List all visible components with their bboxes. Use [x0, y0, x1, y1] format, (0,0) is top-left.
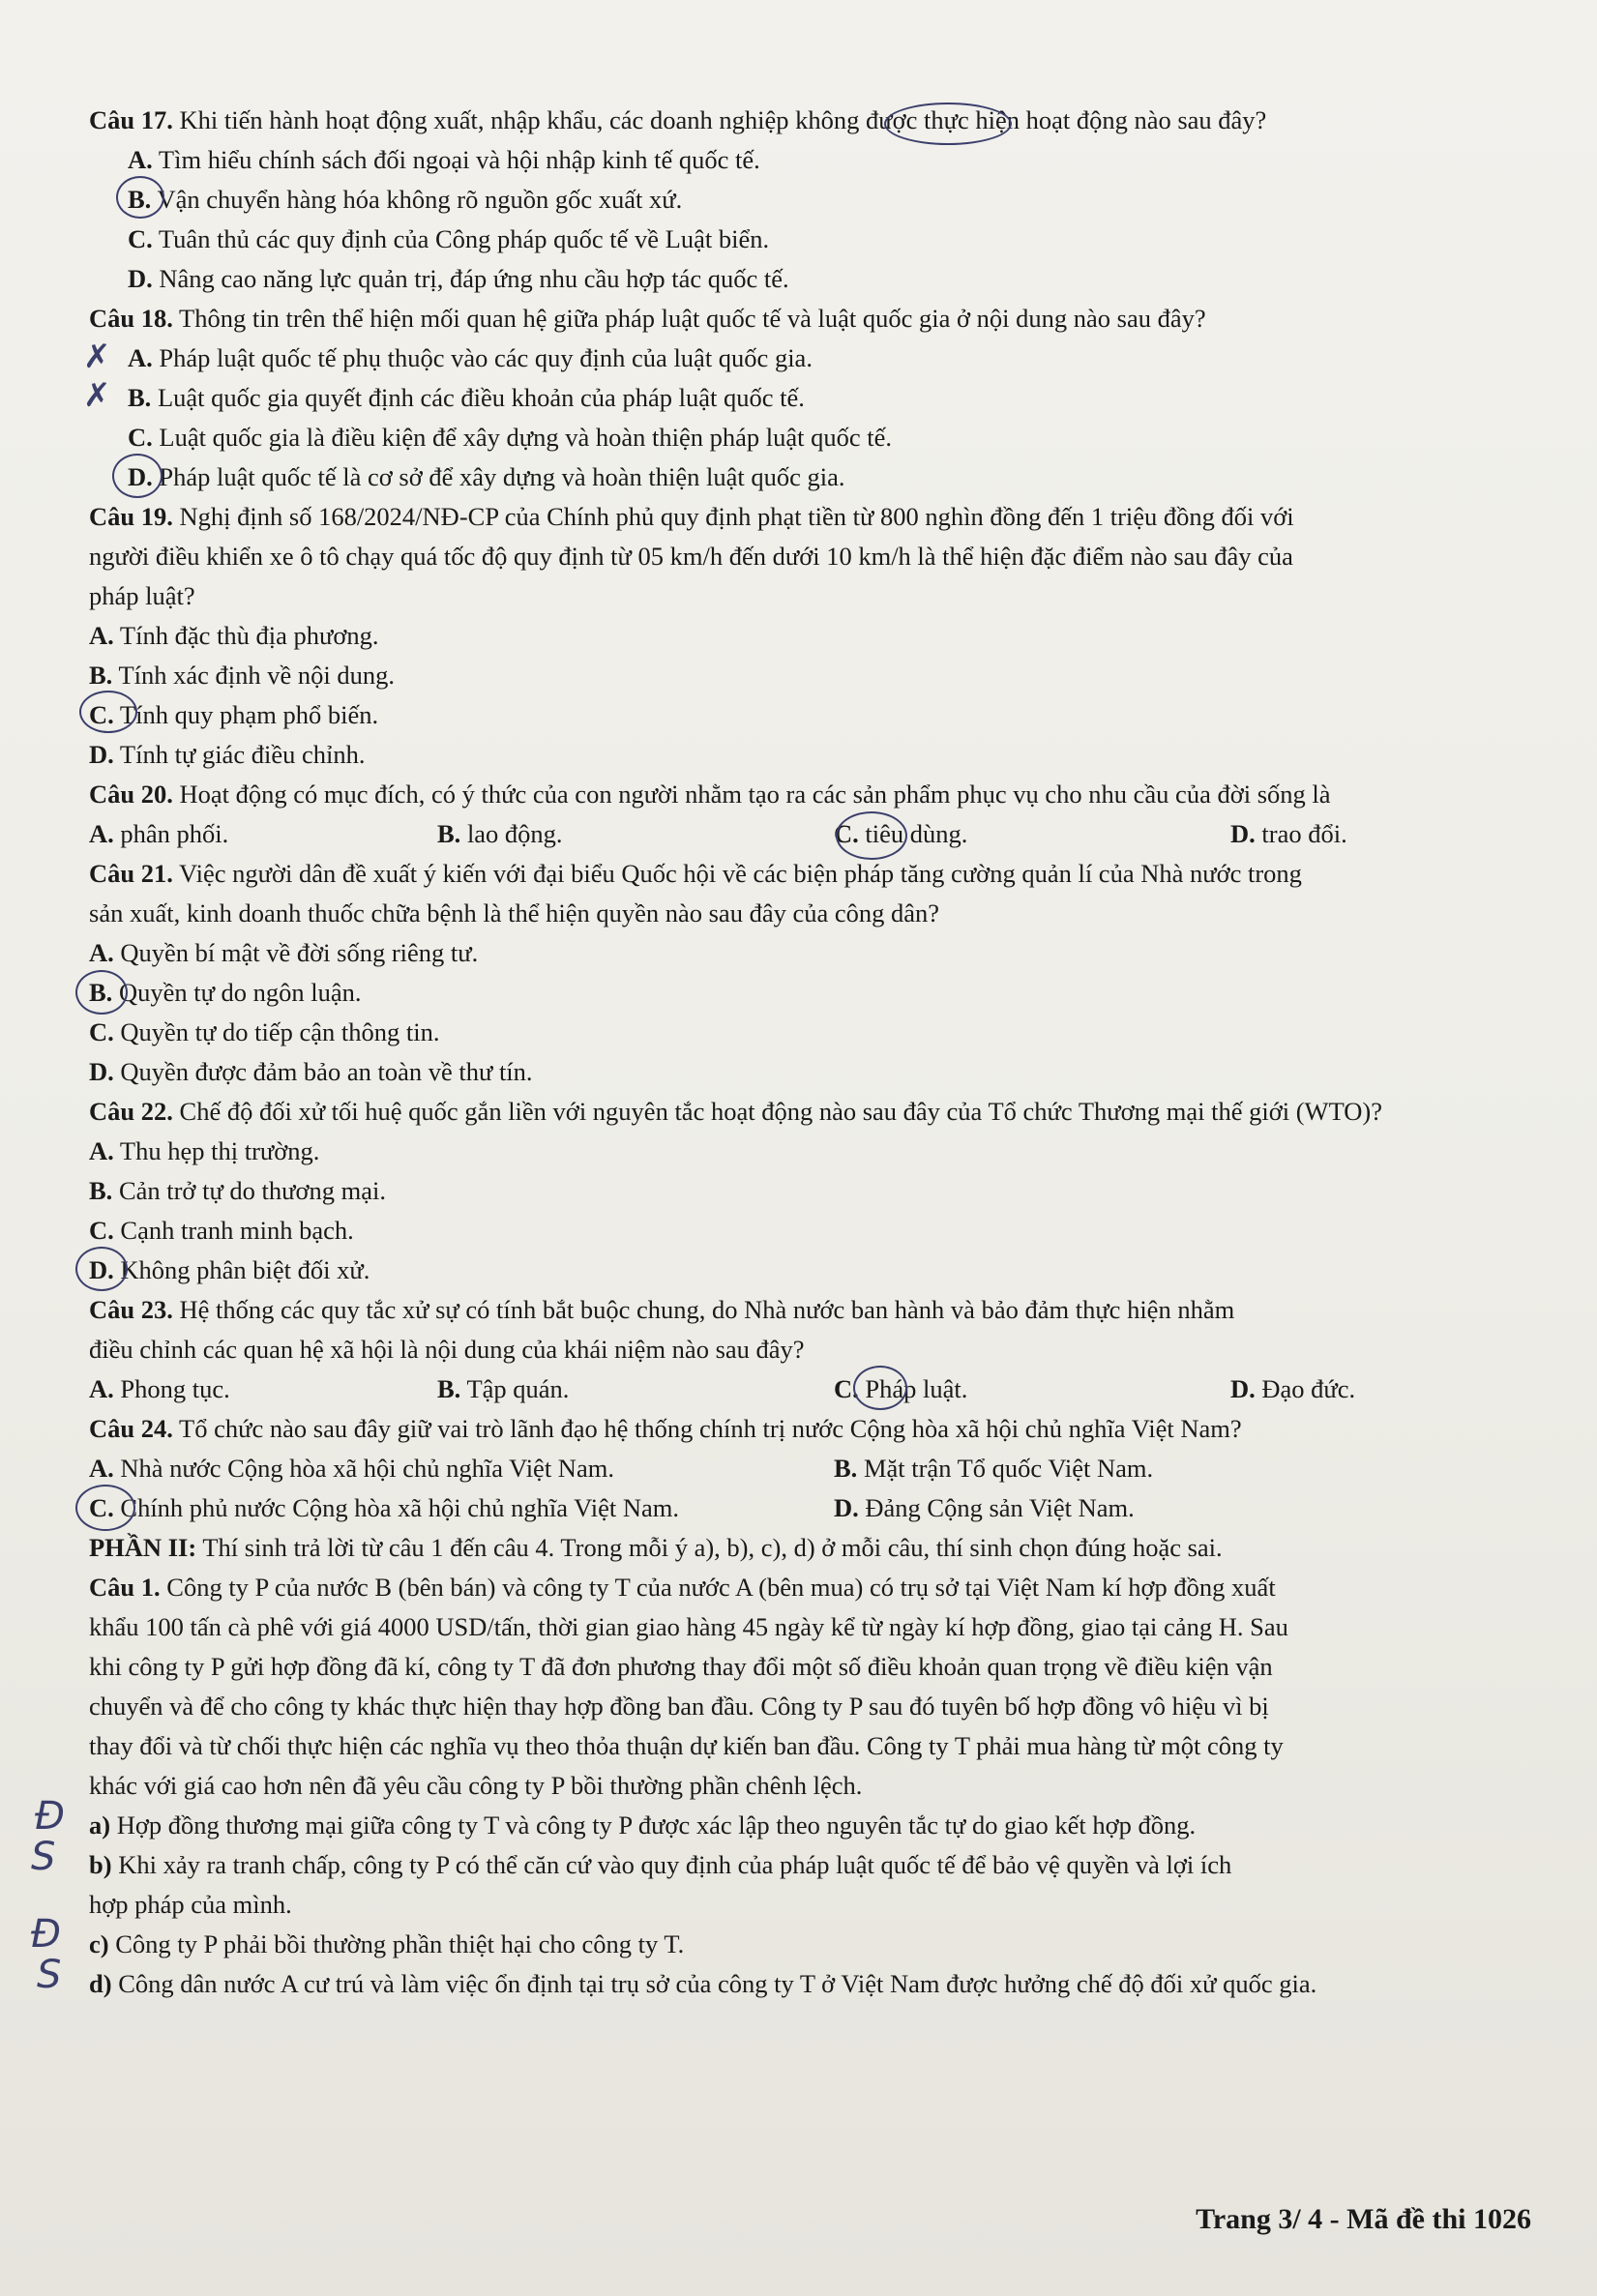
question-19: Câu 19. Nghị định số 168/2024/NĐ-CP của Chính phủ quy định phạt tiền từ 800 nghìn đồng đến 1 triệu đồng đối với người điều khiển xe ô tô chạy quá tốc độ quy định từ 05 km/h đến dưới 10 km/h là thể hiện đặc điểm nào sau đây của pháp luật? A. Tính đặc thù địa phương. B. Tính xác định về nội dung. C. Tính quy phạm phổ biến. D. Tính tự giác điều chỉnh.: [89, 497, 1540, 775]
option-d: D. Tính tự giác điều chỉnh.: [89, 740, 366, 769]
page-footer: Trang 3/ 4 - Mã đề thi 1026: [1196, 2203, 1531, 2235]
option-b: B. Tính xác định về nội dung.: [89, 661, 396, 690]
cross-mark-b: ✗: [83, 376, 111, 415]
option-b: B. Quyền tự do ngôn luận.: [89, 978, 362, 1007]
part-2-heading: PHẦN II: Thí sinh trả lời từ câu 1 đến câu 4. Trong mỗi ý a), b), c), d) ở mỗi câu, thí sinh chọn đúng hoặc sai.: [89, 1533, 1223, 1562]
option-b: B. Luật quốc gia quyết định các điều khoản của pháp luật quốc tế.: [128, 383, 805, 412]
option-b: B. Cản trở tự do thương mại.: [89, 1176, 387, 1205]
option-c: C. tiêu dùng.: [834, 819, 968, 848]
option-b: B. Mặt trận Tổ quốc Việt Nam.: [834, 1454, 1154, 1483]
option-d: D. Đạo đức.: [1230, 1374, 1356, 1403]
options-row-2: [89, 1488, 1540, 1528]
option-b: B. Vận chuyển hàng hóa không rõ nguồn gốc xuất xứ.: [128, 185, 683, 214]
cross-mark-a: ✗: [83, 338, 111, 376]
question-20: Câu 20. Hoạt động có mục đích, có ý thức của con người nhằm tạo ra các sản phẩm phục vụ cho nhu cầu của đời sống là A. phân phối. B. lao động. C. tiêu dùng. D. trao đổi.: [89, 775, 1540, 854]
handwritten-answer-a: Đ: [35, 1794, 65, 1839]
question-21: Câu 21. Việc người dân đề xuất ý kiến với đại biểu Quốc hội về các biện pháp tăng cường quản lí của Nhà nước trong sản xuất, kinh doanh thuốc chữa bệnh là thể hiện quyền nào sau đây của công dân? A. Quyền bí mật về đời sống riêng tư. B. Quyền tự do ngôn luận. C. Quyền tự do tiếp cận thông tin. D. Quyền được đảm bảo an toàn về thư tín.: [89, 854, 1540, 1092]
option-d: D. trao đổi.: [1230, 819, 1347, 848]
question-17: [89, 101, 1540, 299]
option-a: A. Phong tục.: [89, 1374, 230, 1403]
handwritten-answer-d: S: [37, 1953, 62, 1997]
statement-d: d) Công dân nước A cư trú và làm việc ổn định tại trụ sở của công ty T ở Việt Nam được hưởng chế độ đối xử quốc gia.: [89, 1969, 1317, 1998]
option-d: D. Nâng cao năng lực quản trị, đáp ứng nhu cầu hợp tác quốc tế.: [128, 264, 789, 293]
options-row: [89, 1369, 1540, 1409]
option-b: B. Tập quán.: [437, 1374, 570, 1403]
handwritten-answer-c: Đ: [31, 1912, 61, 1957]
option-c: C. Luật quốc gia là điều kiện để xây dựng và hoàn thiện pháp luật quốc tế.: [128, 423, 892, 452]
option-c: C. Tuân thủ các quy định của Công pháp quốc tế về Luật biển.: [128, 224, 770, 253]
question-number: Câu 17.: [89, 105, 173, 134]
question-22: Câu 22. Chế độ đối xử tối huệ quốc gắn liền với nguyên tắc hoạt động nào sau đây của Tổ chức Thương mại thế giới (WTO)? A. Thu hẹp thị trường. B. Cản trở tự do thương mại. C. Cạnh tranh minh bạch. D. Không phân biệt đối xử.: [89, 1092, 1540, 1290]
question-stem: Khi tiến hành hoạt động xuất, nhập khẩu, các doanh nghiệp không được thực hiện hoạt động nào sau đây?: [179, 105, 1267, 134]
statement-b: b) Khi xảy ra tranh chấp, công ty P có thể căn cứ vào quy định của pháp luật quốc tế để bảo vệ quyền và lợi ích: [89, 1850, 1232, 1879]
option-b: B. lao động.: [437, 819, 563, 848]
option-a: A. Thu hẹp thị trường.: [89, 1136, 320, 1165]
handwritten-answer-b: S: [31, 1835, 56, 1879]
option-c: C. Cạnh tranh minh bạch.: [89, 1216, 354, 1245]
option-a: A. phân phối.: [89, 819, 229, 848]
option-a: A. Pháp luật quốc tế phụ thuộc vào các quy định của luật quốc gia.: [128, 343, 813, 372]
option-a: A. Quyền bí mật về đời sống riêng tư.: [89, 938, 479, 967]
option-d: D. Pháp luật quốc tế là cơ sở để xây dựng và hoàn thiện luật quốc gia.: [128, 462, 845, 491]
option-d: D. Đảng Cộng sản Việt Nam.: [834, 1493, 1135, 1522]
option-c: C. Pháp luật.: [834, 1374, 968, 1403]
question-24: Câu 24. Tổ chức nào sau đây giữ vai trò lãnh đạo hệ thống chính trị nước Cộng hòa xã hội chủ nghĩa Việt Nam? A. Nhà nước Cộng hòa xã hội chủ nghĩa Việt Nam. B. Mặt trận Tổ quốc Việt Nam. C. Chính phủ nước Cộng hòa xã hội chủ nghĩa Việt Nam. D. Đảng Cộng sản Việt Nam.: [89, 1409, 1540, 1528]
options-row-1: [89, 1449, 1540, 1488]
option-d: D. Không phân biệt đối xử.: [89, 1255, 370, 1284]
options-row: [89, 814, 1540, 854]
option-d: D. Quyền được đảm bảo an toàn về thư tín.: [89, 1057, 533, 1086]
option-c: C. Quyền tự do tiếp cận thông tin.: [89, 1017, 440, 1046]
option-a: A. Nhà nước Cộng hòa xã hội chủ nghĩa Việt Nam.: [89, 1454, 614, 1483]
question-23: Câu 23. Hệ thống các quy tắc xử sự có tính bắt buộc chung, do Nhà nước ban hành và bảo đảm thực hiện nhằm điều chỉnh các quan hệ xã hội là nội dung của khái niệm nào sau đây? A. Phong tục. B. Tập quán. C. Pháp luật. D. Đạo đức.: [89, 1290, 1540, 1409]
option-c: C. Chính phủ nước Cộng hòa xã hội chủ nghĩa Việt Nam.: [89, 1493, 679, 1522]
part2-question-1: Câu 1. Công ty P của nước B (bên bán) và công ty T của nước A (bên mua) có trụ sở tại Việt Nam kí hợp đồng xuất khẩu 100 tấn cà phê với giá 4000 USD/tấn, thời gian giao hàng 45 ngày kể từ ngày kí hợp đồng, giao tại cảng H. Sau khi công ty P gửi hợp đồng đã kí, công ty T đã đơn phương thay đổi một số điều khoản quan trọng về điều kiện vận chuyển và để cho công ty khác thực hiện thay hợp đồng ban đầu. Công ty P sau đó tuyên bố hợp đồng vô hiệu vì bị thay đổi và từ chối thực hiện các nghĩa vụ theo thỏa thuận dự kiến ban đầu. Công ty T phải mua hàng từ một công ty khác với giá cao hơn nên đã yêu cầu công ty P bồi thường phần chênh lệch. a) Hợp đồng thương mại giữa công ty T và công ty P được xác lập theo nguyên tắc tự do giao kết hợp đồng. b) Khi xảy ra tranh chấp, công ty P có thể căn cứ vào quy định của pháp luật quốc tế để bảo vệ quyền và lợi ích hợp pháp của mình. c) Công ty P phải bồi thường phần thiệt hại cho công ty T. d) Công dân nước A cư trú và làm việc ổn định tại trụ sở của công ty T ở Việt Nam được hưởng chế độ đối xử quốc gia. Đ S Đ S: [89, 1568, 1540, 2004]
statement-b-cont: hợp pháp của mình.: [89, 1890, 292, 1919]
option-a: A. Tính đặc thù địa phương.: [89, 621, 379, 650]
question-18: Câu 18. Thông tin trên thể hiện mối quan hệ giữa pháp luật quốc tế và luật quốc gia ở nội dung nào sau đây? A. Pháp luật quốc tế phụ thuộc vào các quy định của luật quốc gia. B. Luật quốc gia quyết định các điều khoản của pháp luật quốc tế. C. Luật quốc gia là điều kiện để xây dựng và hoàn thiện pháp luật quốc tế. D. Pháp luật quốc tế là cơ sở để xây dựng và hoàn thiện luật quốc gia. ✗ ✗: [89, 299, 1540, 497]
statement-a: a) Hợp đồng thương mại giữa công ty T và công ty P được xác lập theo nguyên tắc tự do giao kết hợp đồng.: [89, 1810, 1197, 1840]
option-c: C. Tính quy phạm phổ biến.: [89, 700, 379, 729]
statement-c: c) Công ty P phải bồi thường phần thiệt hại cho công ty T.: [89, 1929, 685, 1958]
exam-content: [31, 101, 1540, 2004]
option-a: A. Tìm hiểu chính sách đối ngoại và hội nhập kinh tế quốc tế.: [128, 145, 760, 174]
